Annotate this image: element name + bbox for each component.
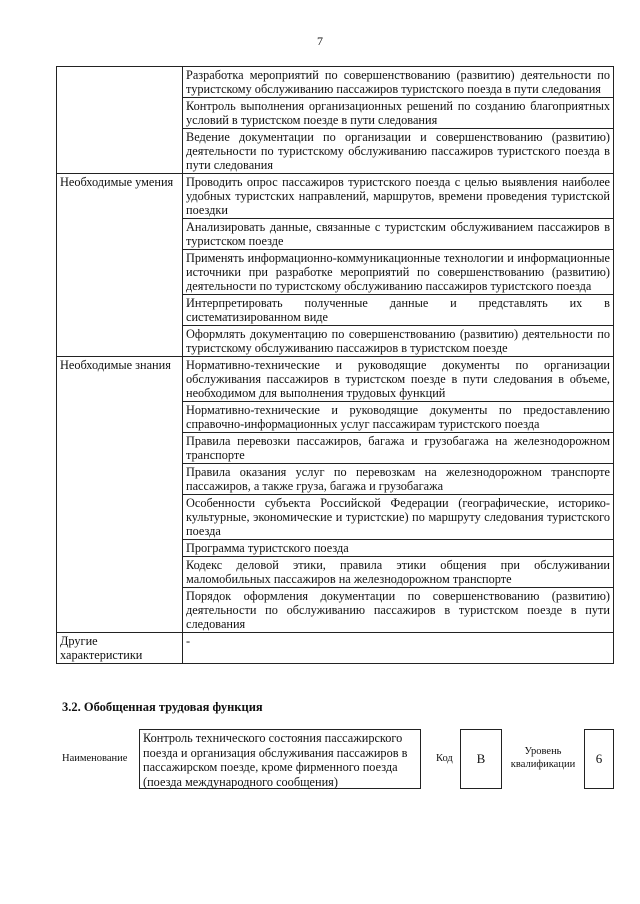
knowledge-item: Нормативно-технические и руководящие документы по организации обслуживания пассажиров в туристском поезде в пути следования в объеме, необходимом для выполнения трудовых функций — [183, 357, 614, 402]
page-number: 7 — [317, 34, 323, 48]
code-value: B — [460, 729, 502, 789]
skill-item: Применять информационно-коммуникационные технологии и информационные источники при разработке мероприятий по совершенствованию (развитию) деятельности по туристскому обслуживанию пассажиров туристского поезда — [183, 250, 614, 295]
knowledge-item: Кодекс деловой этики, правила этики общения при обслуживании маломобильных пассажиров на железнодорожном транспорте — [183, 557, 614, 588]
name-value: Контроль технического состояния пассажирского поезда и организация обслуживания пассажиров в пассажирском поезде, кроме фирменного поезда (поезда международного сообщения) — [139, 729, 421, 789]
action-item: Разработка мероприятий по совершенствованию (развитию) деятельности по туристскому обслуживанию пассажиров туристского поезда в пути следования — [183, 67, 614, 98]
action-item: Ведение документации по организации и совершенствованию (развитию) деятельности по туристскому обслуживанию пассажиров туристского поезда в пути следования — [183, 129, 614, 174]
skill-item: Оформлять документацию по совершенствованию (развитию) деятельности по туристскому обслуживанию пассажиров в туристском поезде — [183, 326, 614, 357]
knowledge-item: Программа туристского поезда — [183, 540, 614, 557]
skill-item: Интерпретировать полученные данные и представлять их в систематизированном виде — [183, 295, 614, 326]
row-label-skills: Необходимые умения — [57, 174, 183, 357]
action-item: Контроль выполнения организационных решений по созданию благоприятных условий в туристском поезде в пути следования — [183, 98, 614, 129]
other-item: - — [183, 633, 614, 664]
name-label: Наименование — [62, 753, 128, 764]
skill-item: Проводить опрос пассажиров туристского поезда с целью выявления наиболее удобных туристских направлений, маршрутов, времени проведения туристской поездки — [183, 174, 614, 219]
level-value: 6 — [584, 729, 614, 789]
table-row — [57, 633, 614, 664]
code-label: Код — [436, 753, 453, 764]
row-label-knowledge: Необходимые знания — [57, 357, 183, 633]
section-title: 3.2. Обобщенная трудовая функция — [62, 700, 263, 714]
competency-table — [56, 66, 614, 664]
knowledge-item: Порядок оформления документации по совершенствованию (развитию) деятельности по обслуживанию пассажиров в туристском поезде в пути следования — [183, 588, 614, 633]
skill-item: Анализировать данные, связанные с туристским обслуживанием пассажиров в туристском поезде — [183, 219, 614, 250]
knowledge-item: Особенности субъекта Российской Федерации (географические, историко-культурные, экономические и туристские) по маршруту следования туристского поезда — [183, 495, 614, 540]
knowledge-item: Нормативно-технические и руководящие документы по предоставлению справочно-информационных услуг пассажирам туристского поезда — [183, 402, 614, 433]
row-label-actions — [57, 67, 183, 174]
table-row — [57, 174, 614, 219]
table-row — [57, 67, 614, 98]
level-label: Уровень квалификации — [510, 746, 576, 770]
table-row — [57, 357, 614, 402]
knowledge-item: Правила перевозки пассажиров, багажа и грузобагажа на железнодорожном транспорте — [183, 433, 614, 464]
knowledge-item: Правила оказания услуг по перевозкам на железнодорожном транспорте пассажиров, а также груза, багажа и грузобагажа — [183, 464, 614, 495]
row-label-other: Другие характеристики — [57, 633, 183, 664]
